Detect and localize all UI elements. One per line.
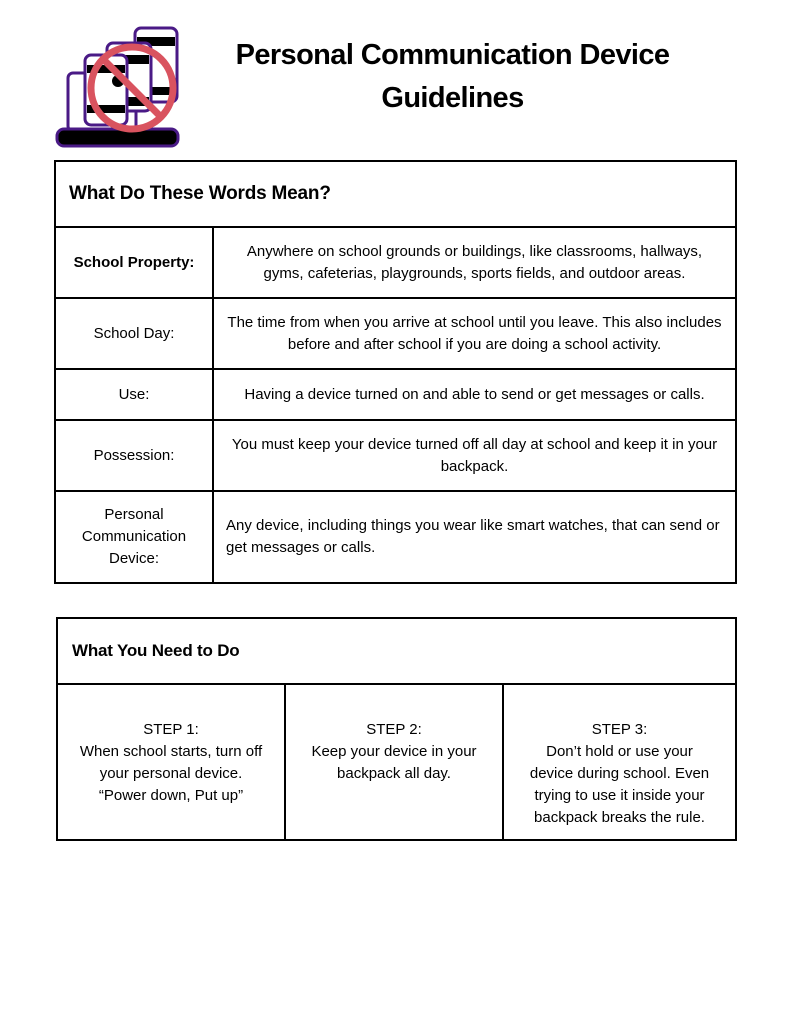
term-use: Use:: [55, 369, 213, 420]
no-phone-icon: [55, 25, 183, 151]
term-school-property: School Property:: [55, 227, 213, 298]
step-1-quote: “Power down, Put up”: [98, 787, 244, 804]
step-1-label: STEP 1:: [143, 721, 199, 738]
definition-use: Having a device turned on and able to send or get messages or calls.: [213, 369, 736, 420]
definition-personal-communication-device: Any device, including things you wear like smart watches, that can send or get messages or calls.: [213, 491, 736, 583]
definitions-heading: What Do These Words Mean?: [55, 161, 736, 227]
definitions-table: [54, 160, 737, 584]
title-line-1: Personal Communication Device: [235, 39, 670, 71]
term-personal-communication-device: Personal Communication Device:: [55, 491, 213, 583]
page-title: [200, 34, 705, 120]
table-row: [55, 369, 736, 420]
table-row: [55, 227, 736, 298]
step-2-label: STEP 2:: [366, 721, 422, 738]
definition-school-day: The time from when you arrive at school until you leave. This also includes before and after school if you are doing a school activity.: [213, 298, 736, 369]
definition-possession: You must keep your device turned off all day at school and keep it in your backpack.: [213, 420, 736, 491]
term-school-day: School Day:: [55, 298, 213, 369]
step-3-label: STEP 3:: [591, 721, 648, 738]
table-row: [55, 298, 736, 369]
steps-heading: What You Need to Do: [57, 618, 736, 684]
definition-school-property: Anywhere on school grounds or buildings, like classrooms, hallways, gyms, cafeterias, playgrounds, sports fields, and outdoor areas.: [213, 227, 736, 298]
step-1-cell: [57, 684, 285, 840]
term-possession: Possession:: [55, 420, 213, 491]
step-3-text: Don’t hold or use your device during school. Even trying to use it inside your backpack breaks the rule.: [529, 743, 710, 826]
step-2-cell: [285, 684, 503, 840]
title-line-2: Guidelines: [381, 82, 524, 114]
table-row: [55, 420, 736, 491]
step-2-text: Keep your device in your backpack all day.: [311, 743, 477, 782]
steps-table: [56, 617, 737, 841]
table-row: [57, 684, 736, 840]
step-3-cell: [503, 684, 736, 840]
table-row: [55, 491, 736, 583]
step-1-text: When school starts, turn off your personal device.: [79, 743, 263, 782]
